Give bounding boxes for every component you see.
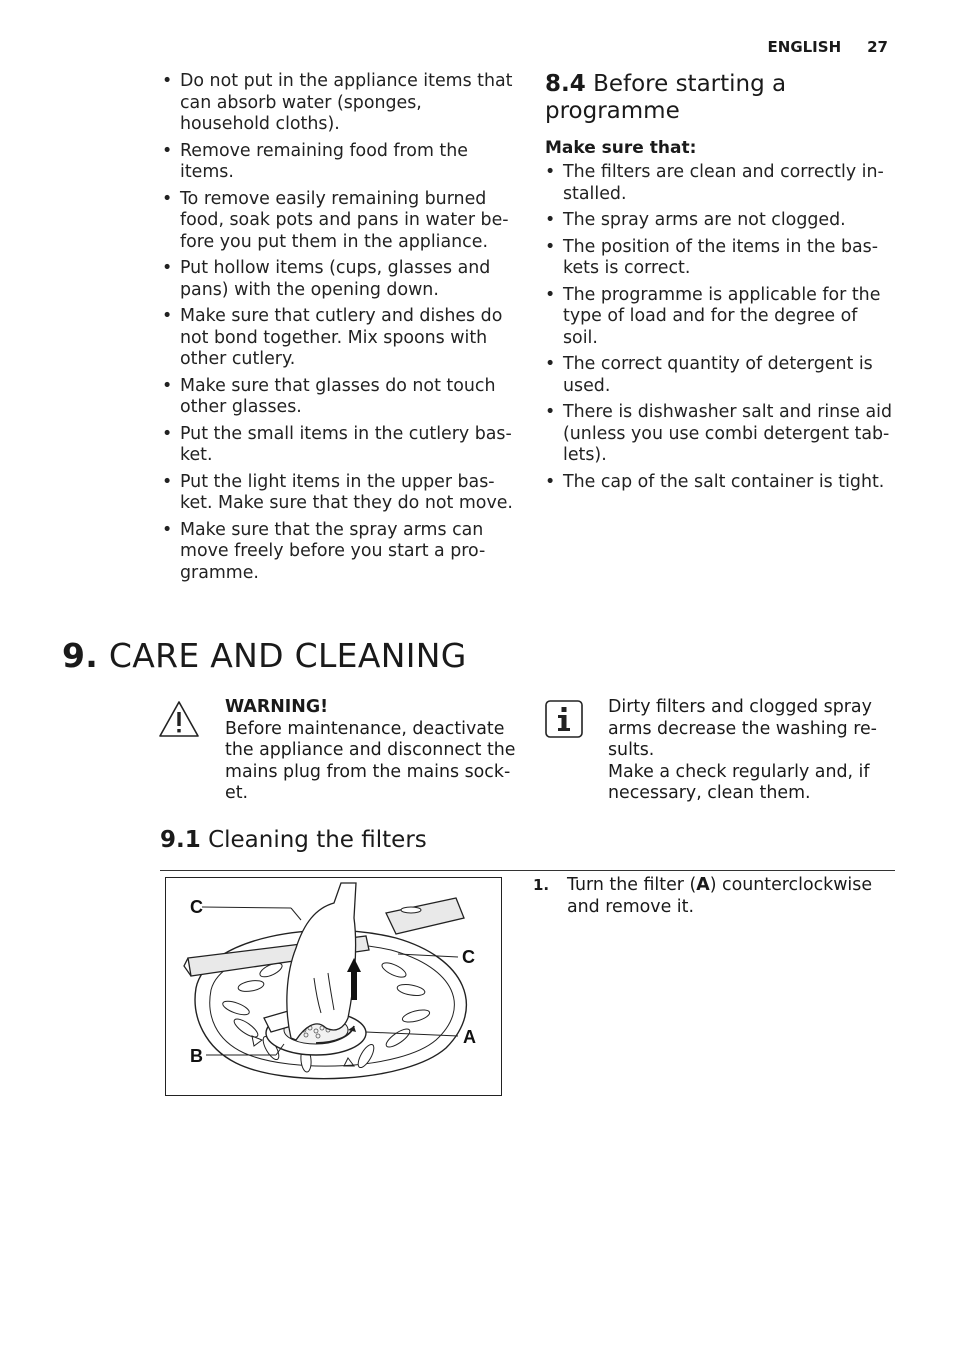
step-number: 1. — [533, 876, 550, 894]
info-icon — [545, 700, 583, 738]
figure-label-c1: C — [190, 897, 203, 917]
section-number: 8.4 — [545, 71, 586, 97]
list-item: • Do not put in the appliance items that can absorb water (sponges, household cloths). — [162, 71, 514, 136]
list-item: • The programme is applicable for the type of load and for the degree of soil. — [545, 285, 897, 350]
section-8-4 — [545, 71, 897, 498]
page-header — [768, 38, 888, 56]
checklist — [545, 162, 897, 493]
loading-tips-list — [162, 71, 514, 584]
filter-drawing — [166, 878, 501, 1095]
step-1 — [533, 875, 893, 918]
figure-label-a: A — [463, 1027, 476, 1047]
warning-box — [225, 697, 520, 805]
loading-tips-column — [162, 71, 514, 589]
info-line-2: Make a check regularly and, if necessary, clean them. — [608, 761, 870, 803]
step-text-post: ) counterclockwise and remove it. — [567, 875, 873, 917]
list-item: • The correct quantity of detergent is used. — [545, 354, 897, 397]
list-item: • Make sure that the spray arms can move freely before you start a pro-gramme. — [162, 520, 514, 585]
warning-title: WARNING! — [225, 697, 329, 717]
make-sure-label: Make sure that: — [545, 138, 697, 158]
list-item: • Make sure that cutlery and dishes do not bond together. Mix spoons with other cutlery. — [162, 306, 514, 371]
section-8-4-heading — [545, 71, 897, 125]
list-item: • To remove easily remaining burned food, soak pots and pans in water be-fore you put them in the appliance. — [162, 189, 514, 254]
section-divider — [160, 870, 895, 871]
list-item: • There is dishwasher salt and rinse aid (unless you use combi detergent tab-lets). — [545, 402, 897, 467]
list-item: • Make sure that glasses do not touch other glasses. — [162, 376, 514, 419]
list-item: • The spray arms are not clogged. — [545, 210, 897, 232]
figure-label-c2: C — [462, 947, 475, 967]
step-text — [533, 875, 893, 918]
step-text-filter-label: A — [696, 875, 710, 895]
list-item: • The filters are clean and correctly in-stalled. — [545, 162, 897, 205]
warning-triangle-icon — [158, 700, 200, 738]
figure-label-b: B — [190, 1046, 203, 1066]
section-number: 9.1 — [160, 827, 201, 853]
chapter-title: CARE AND CLEANING — [108, 636, 467, 675]
section-title: Cleaning the filters — [208, 827, 427, 853]
info-box — [608, 697, 898, 805]
page-number: 27 — [867, 38, 888, 56]
list-item: • Remove remaining food from the items. — [162, 141, 514, 184]
step-text-pre: Turn the filter ( — [567, 875, 697, 895]
section-title: Before starting a programme — [545, 71, 787, 124]
list-item: • The cap of the salt container is tight. — [545, 472, 897, 494]
list-item: • The position of the items in the bas-kets is correct. — [545, 237, 897, 280]
warning-text: Before maintenance, deactivate the appliance and disconnect the mains plug from the mains sock-et. — [225, 718, 516, 803]
list-item: • Put hollow items (cups, glasses and pans) with the opening down. — [162, 258, 514, 301]
list-item: • Put the small items in the cutlery bas-ket. — [162, 424, 514, 467]
header-language: ENGLISH — [767, 38, 842, 56]
section-9-1-heading — [160, 827, 427, 853]
chapter-heading — [62, 636, 467, 675]
info-line-1: Dirty filters and clogged spray arms decrease the washing re-sults. — [608, 697, 877, 760]
list-item: • Put the light items in the upper bas-ket. Make sure that they do not move. — [162, 472, 514, 515]
chapter-number: 9. — [62, 636, 99, 675]
filter-illustration — [165, 877, 502, 1096]
